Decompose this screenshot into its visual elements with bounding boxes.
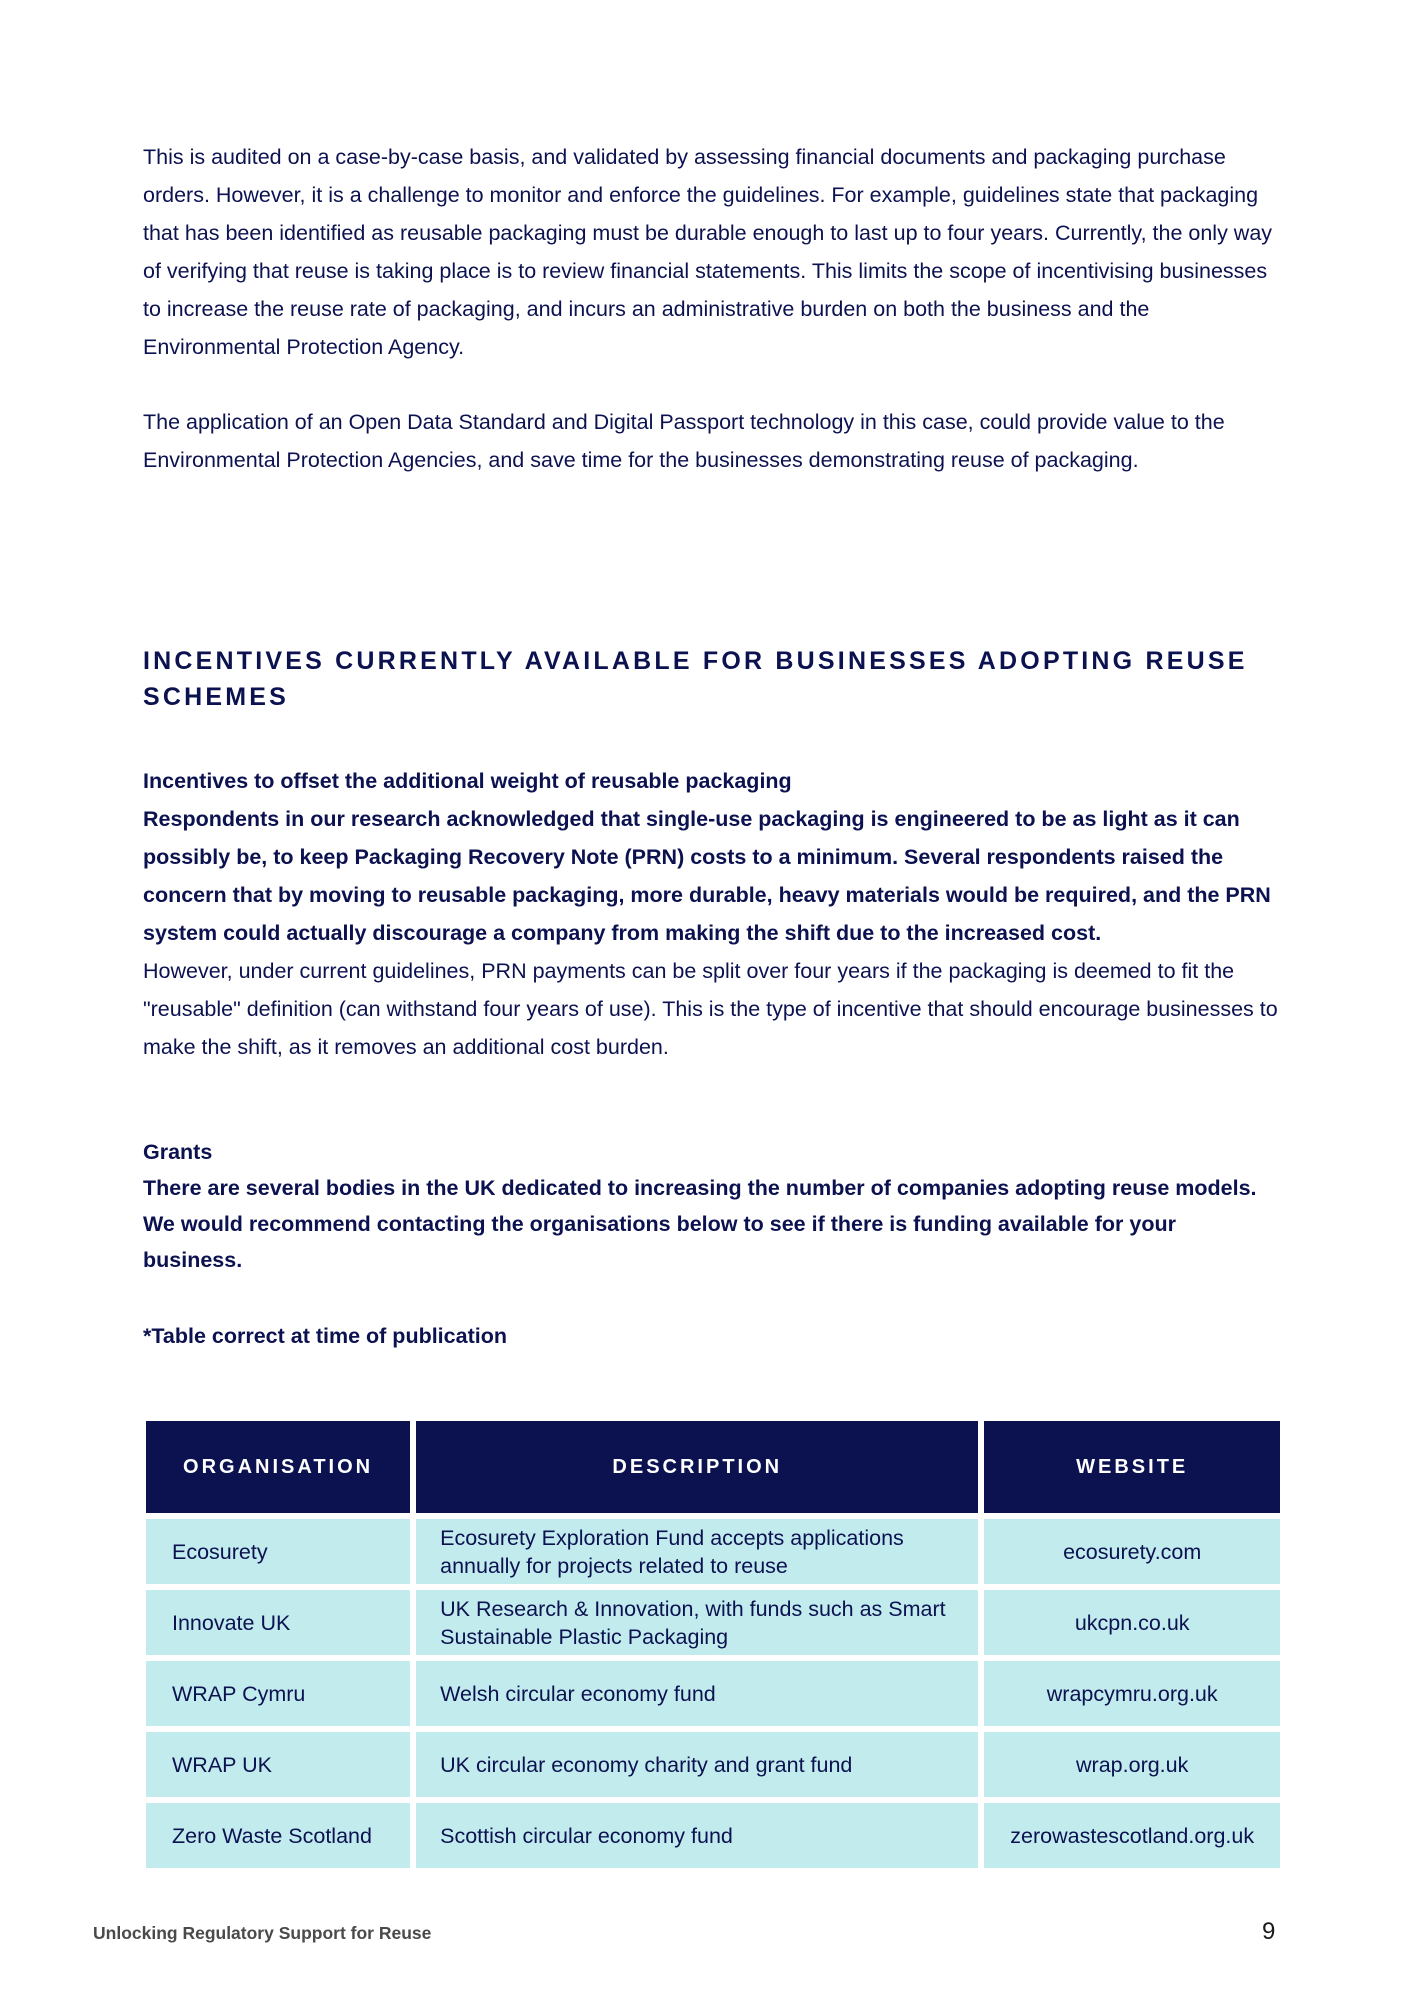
- table-row: [146, 1732, 1280, 1797]
- table-row: [146, 1661, 1280, 1726]
- table-row: [146, 1590, 1280, 1655]
- footer-title: Unlocking Regulatory Support for Reuse: [93, 1923, 432, 1943]
- cell-description: Welsh circular economy fund: [416, 1661, 978, 1726]
- incentives-text: However, under current guidelines, PRN payments can be split over four years if the packaging is deemed to fit the "reusable" definition (can withstand four years of use). This is the type of incentive that should encourage businesses to make the shift, as it removes an additional cost burden.: [143, 959, 1278, 1059]
- cell-website: wrap.org.uk: [984, 1732, 1280, 1797]
- intro-paragraph-1: This is audited on a case-by-case basis, and validated by assessing financial documents and packaging purchase orders. However, it is a challenge to monitor and enforce the guidelines. For example, guidelines state that packaging that has been identified as reusable packaging must be durable enough to last up to four years. Currently, the only way of verifying that reuse is taking place is to review financial statements. This limits the scope of incentivising businesses to increase the reuse rate of packaging, and incurs an administrative burden on both the business and the Environmental Protection Agency.: [143, 145, 1273, 359]
- page-number: 9: [1262, 1918, 1276, 1945]
- header-organisation: ORGANISATION: [146, 1421, 410, 1513]
- cell-organisation: WRAP UK: [146, 1732, 410, 1797]
- intro-paragraph-2: The application of an Open Data Standard and Digital Passport technology in this case, could provide value to the Environmental Protection Agencies, and save time for the businesses demonstrating reuse of packaging.: [143, 410, 1225, 472]
- cell-description: UK circular economy charity and grant fund: [416, 1732, 978, 1797]
- cell-website: ukcpn.co.uk: [984, 1590, 1280, 1655]
- incentives-block: [143, 762, 1278, 1066]
- cell-website: wrapcymru.org.uk: [984, 1661, 1280, 1726]
- section-heading: INCENTIVES CURRENTLY AVAILABLE FOR BUSINESSES ADOPTING REUSE SCHEMES: [143, 647, 1248, 711]
- cell-website: zerowastescotland.org.uk: [984, 1803, 1280, 1868]
- cell-website: ecosurety.com: [984, 1519, 1280, 1584]
- grants-block: [143, 1134, 1278, 1278]
- incentives-bold-text: Respondents in our research acknowledged that single-use packaging is engineered to be as light as it can possibly be, to keep Packaging Recovery Note (PRN) costs to a minimum. Several respondents raised the concern that by moving to reusable packaging, more durable, heavy materials would be required, and the PRN system could actually discourage a company from making the shift due to the increased cost.: [143, 807, 1271, 945]
- table-header-row: [146, 1421, 1280, 1513]
- cell-organisation: Ecosurety: [146, 1519, 410, 1584]
- header-description: DESCRIPTION: [416, 1421, 978, 1513]
- cell-description: Ecosurety Exploration Fund accepts applications annually for projects related to reuse: [416, 1519, 978, 1584]
- table-row: [146, 1519, 1280, 1584]
- cell-organisation: Zero Waste Scotland: [146, 1803, 410, 1868]
- cell-description: Scottish circular economy fund: [416, 1803, 978, 1868]
- table-row: [146, 1803, 1280, 1868]
- cell-description: UK Research & Innovation, with funds such as Smart Sustainable Plastic Packaging: [416, 1590, 978, 1655]
- grants-title: Grants: [143, 1140, 213, 1164]
- header-website: WEBSITE: [984, 1421, 1280, 1513]
- table-note: *Table correct at time of publication: [143, 1324, 507, 1348]
- cell-organisation: WRAP Cymru: [146, 1661, 410, 1726]
- cell-organisation: Innovate UK: [146, 1590, 410, 1655]
- grants-bold-text: There are several bodies in the UK dedicated to increasing the number of companies adopting reuse models. We would recommend contacting the organisations below to see if there is funding available for your business.: [143, 1176, 1257, 1272]
- funding-organisations-table: [140, 1415, 1286, 1874]
- incentives-title: Incentives to offset the additional weight of reusable packaging: [143, 769, 792, 793]
